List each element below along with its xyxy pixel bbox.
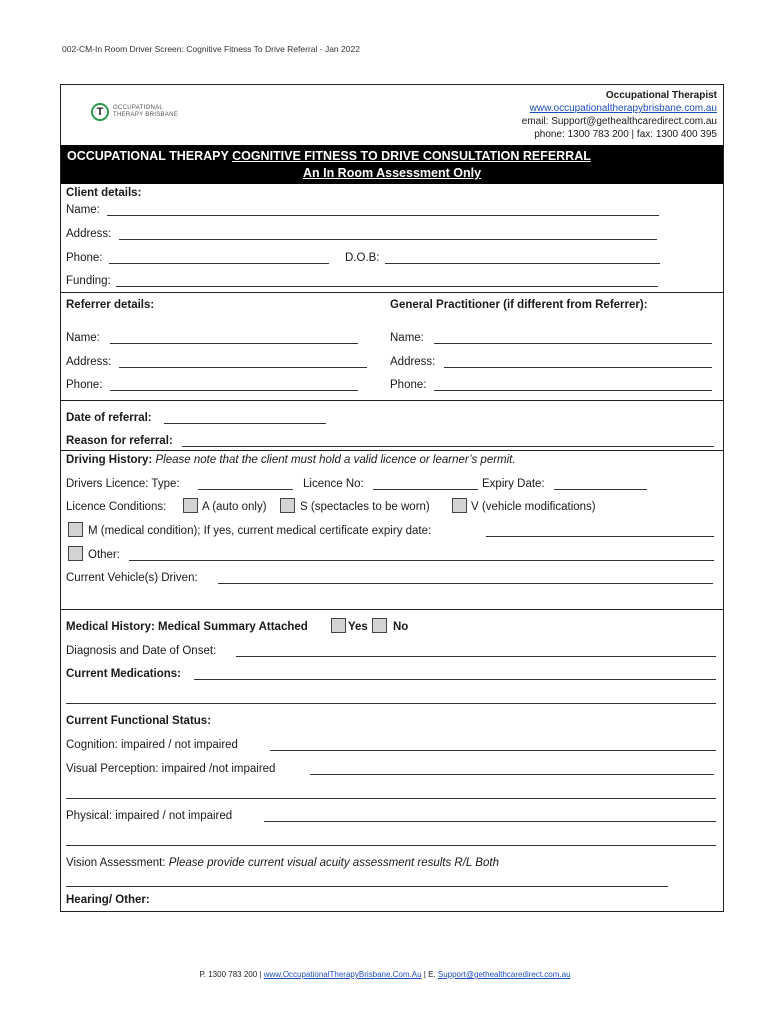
- referrer-address-label: Address:: [66, 356, 112, 368]
- contact-role: Occupational Therapist: [605, 90, 717, 101]
- driving-note: Please note that the client must hold a valid licence or learner’s permit.: [155, 454, 516, 466]
- page-footer: [0, 970, 770, 979]
- referrer-address-field[interactable]: [119, 367, 367, 368]
- client-dob-field[interactable]: [385, 263, 660, 264]
- referrer-phone-field[interactable]: [110, 390, 358, 391]
- physical-field-2[interactable]: [66, 845, 716, 846]
- cognition-field[interactable]: [270, 750, 716, 751]
- functional-heading: Current Functional Status:: [66, 715, 212, 727]
- document-header: 002-CM-In Room Driver Screen: Cognitive Fitness To Drive Referral - Jan 2022: [62, 44, 360, 54]
- gp-address-label: Address:: [390, 356, 436, 368]
- referrer-phone-label: Phone:: [66, 379, 103, 391]
- divider: [61, 292, 723, 293]
- expiry-label: Expiry Date:: [482, 478, 545, 490]
- vehicle-field[interactable]: [218, 583, 713, 584]
- licence-no-field[interactable]: [373, 489, 478, 490]
- client-address-label: Address:: [66, 228, 112, 240]
- referral-reason-label: Reason for referral:: [66, 435, 173, 447]
- contact-phone: phone: 1300 783 200 | fax: 1300 400 395: [534, 129, 717, 140]
- medical-no-label: No: [393, 621, 409, 633]
- medical-yes-checkbox[interactable]: [331, 618, 346, 633]
- vehicle-label: Current Vehicle(s) Driven:: [66, 572, 198, 584]
- vision-note: Please provide current visual acuity assessment results R/L Both: [168, 857, 499, 869]
- vision-row: [66, 856, 499, 870]
- diagnosis-label: Diagnosis and Date of Onset:: [66, 645, 217, 657]
- divider: [61, 400, 723, 401]
- driving-heading: Driving History:: [66, 454, 153, 466]
- vision-field[interactable]: [66, 886, 668, 887]
- licence-type-field[interactable]: [198, 489, 293, 490]
- client-dob-label: D.O.B:: [345, 252, 380, 264]
- medical-no-checkbox[interactable]: [372, 618, 387, 633]
- gp-address-field[interactable]: [444, 367, 712, 368]
- contact-email: email: Support@gethealthcaredirect.com.au: [521, 116, 717, 127]
- title-underlined: COGNITIVE FITNESS TO DRIVE CONSULTATION REFERRAL: [232, 149, 591, 163]
- condition-m-checkbox[interactable]: [68, 522, 83, 537]
- medications-label: Current Medications:: [66, 668, 182, 680]
- client-phone-label: Phone:: [66, 252, 103, 264]
- conditions-label: Licence Conditions:: [66, 501, 167, 513]
- title-subtitle: An In Room Assessment Only: [302, 166, 482, 180]
- gp-phone-field[interactable]: [434, 390, 712, 391]
- client-name-field[interactable]: [107, 215, 659, 216]
- client-funding-label: Funding:: [66, 275, 111, 287]
- contact-block: [522, 89, 717, 141]
- divider: [61, 609, 723, 610]
- visual-field[interactable]: [310, 774, 714, 775]
- gp-name-label: Name:: [390, 332, 424, 344]
- medical-cert-expiry-field[interactable]: [486, 536, 714, 537]
- logo: [91, 103, 178, 121]
- divider: [61, 450, 723, 451]
- condition-a-checkbox[interactable]: [183, 498, 198, 513]
- physical-label: Physical: impaired / not impaired: [66, 810, 233, 822]
- client-address-field[interactable]: [119, 239, 657, 240]
- condition-other-label: Other:: [88, 549, 120, 561]
- referral-form: [60, 84, 724, 912]
- title-band: [61, 145, 723, 184]
- visual-field-2[interactable]: [66, 798, 716, 799]
- client-funding-field[interactable]: [116, 286, 658, 287]
- client-name-label: Name:: [66, 204, 100, 216]
- logo-line1: OCCUPATIONAL: [113, 105, 164, 111]
- client-phone-field[interactable]: [109, 263, 329, 264]
- condition-other-checkbox[interactable]: [68, 546, 83, 561]
- condition-v-checkbox[interactable]: [452, 498, 467, 513]
- expiry-field[interactable]: [554, 489, 647, 490]
- gp-heading: General Practitioner (if different from Referrer):: [390, 299, 648, 311]
- medications-field-2[interactable]: [66, 703, 716, 704]
- website-link[interactable]: www.occupationaltherapybrisbane.com.au: [529, 103, 717, 114]
- footer-phone: P. 1300 783 200 |: [199, 970, 264, 979]
- licence-no-label: Licence No:: [303, 478, 364, 490]
- condition-s-checkbox[interactable]: [280, 498, 295, 513]
- referrer-name-label: Name:: [66, 332, 100, 344]
- referral-date-label: Date of referral:: [66, 412, 152, 424]
- hearing-label: Hearing/ Other:: [66, 894, 150, 906]
- condition-s-label: S (spectacles to be worn): [300, 501, 430, 513]
- referral-date-field[interactable]: [164, 423, 326, 424]
- medical-heading: Medical History: Medical Summary Attached: [66, 621, 308, 633]
- footer-sep: | E.: [421, 970, 438, 979]
- gp-phone-label: Phone:: [390, 379, 427, 391]
- physical-field[interactable]: [264, 821, 716, 822]
- footer-website-link[interactable]: www.OccupationalTherapyBrisbane.Com.Au: [263, 970, 422, 979]
- licence-type-label: Drivers Licence: Type:: [66, 478, 180, 490]
- referrer-heading: Referrer details:: [66, 299, 155, 311]
- medical-yes-label: Yes: [348, 621, 368, 633]
- diagnosis-field[interactable]: [236, 656, 716, 657]
- visual-label: Visual Perception: impaired /not impaired: [66, 763, 276, 775]
- referrer-name-field[interactable]: [110, 343, 358, 344]
- title-prefix: OCCUPATIONAL THERAPY: [67, 149, 233, 163]
- logo-mark-icon: T: [91, 103, 109, 121]
- medications-field[interactable]: [194, 679, 716, 680]
- gp-name-field[interactable]: [434, 343, 712, 344]
- condition-a-label: A (auto only): [202, 501, 267, 513]
- client-heading: Client details:: [66, 187, 142, 199]
- condition-other-field[interactable]: [129, 560, 714, 561]
- driving-heading-row: [66, 453, 516, 467]
- condition-m-label: M (medical condition); If yes, current medical certificate expiry date:: [88, 525, 432, 537]
- logo-line2: THERAPY BRISBANE: [113, 112, 179, 118]
- footer-email-link[interactable]: Support@gethealthcaredirect.com.au: [437, 970, 571, 979]
- referral-reason-field[interactable]: [182, 446, 714, 447]
- vision-label: Vision Assessment:: [66, 857, 166, 869]
- cognition-label: Cognition: impaired / not impaired: [66, 739, 238, 751]
- condition-v-label: V (vehicle modifications): [471, 501, 596, 513]
